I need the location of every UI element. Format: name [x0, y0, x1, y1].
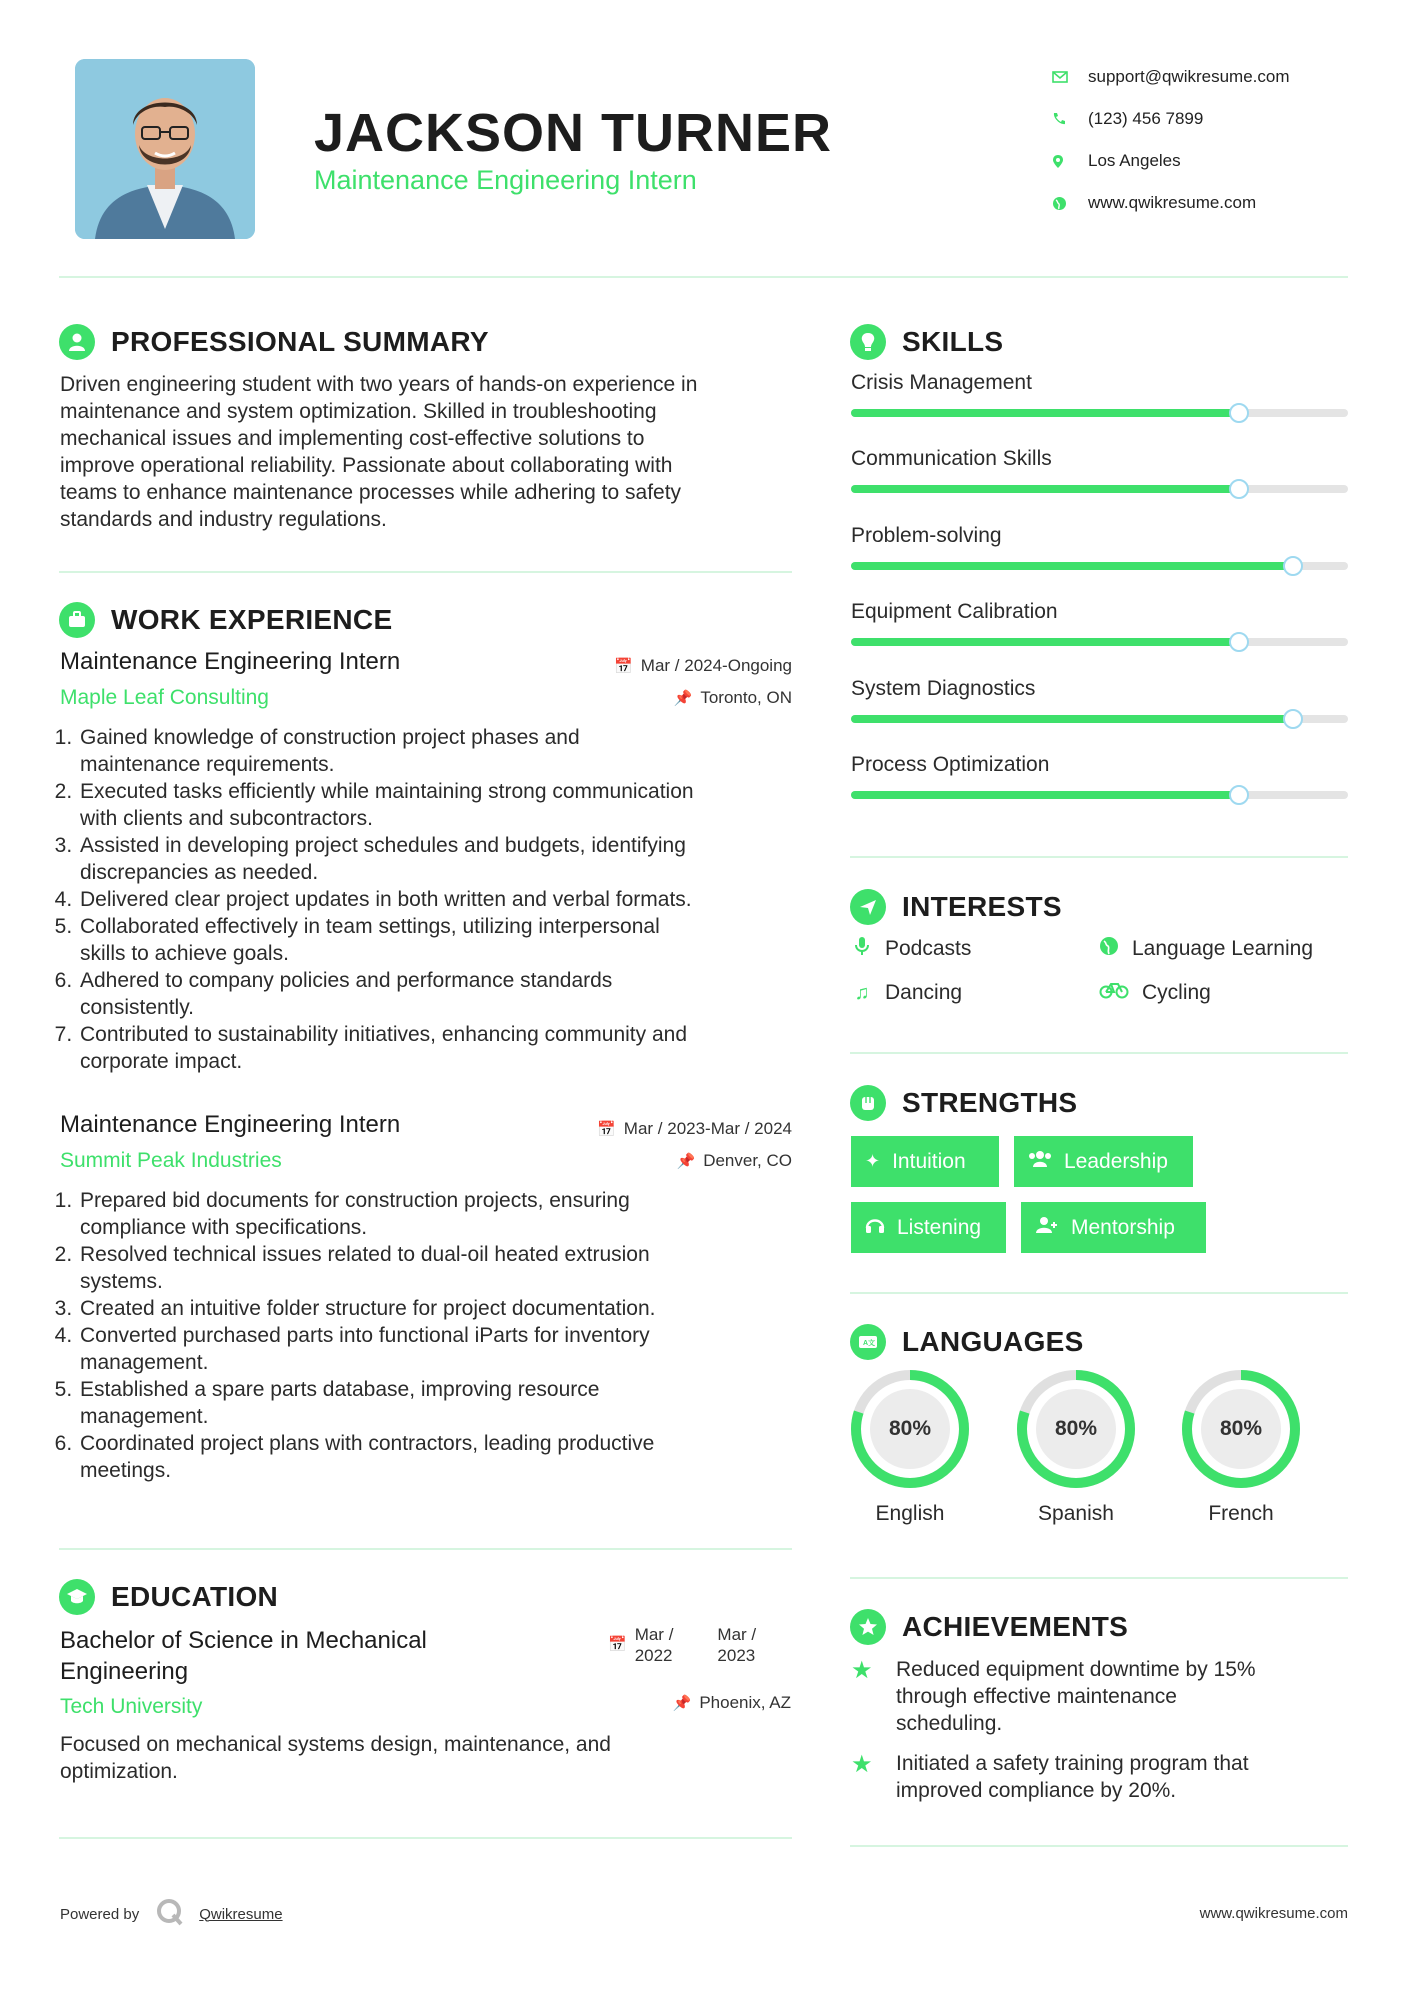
footer-powered [60, 1897, 283, 1931]
education-description [60, 1731, 760, 1785]
degree-line: Bachelor of Science in Mechanical [60, 1627, 427, 1654]
qwikresume-link[interactable]: Qwikresume [199, 1905, 283, 1923]
briefcase-icon [59, 602, 95, 638]
degree-title [60, 1625, 530, 1687]
skill-bar-fill [851, 638, 1239, 646]
summary-text [60, 371, 800, 533]
skill-bar-track [851, 562, 1348, 570]
contact-email[interactable] [1052, 56, 1352, 98]
job-company: Summit Peak Industries [60, 1149, 282, 1172]
language-item [1015, 1368, 1137, 1526]
list-item [78, 1021, 792, 1075]
duty-line: with clients and subcontractors. [80, 807, 373, 830]
job-dates [597, 1113, 792, 1145]
job-dates [614, 650, 792, 682]
end-year: 2023 [717, 1646, 756, 1665]
list-item [78, 1187, 792, 1241]
achievement-text [896, 1656, 1256, 1737]
education-dates [608, 1624, 756, 1666]
strength-label: Mentorship [1071, 1215, 1175, 1239]
skills-title: SKILLS [902, 326, 1004, 357]
achievement-item [851, 1750, 1348, 1804]
calendar-icon: 📅 [597, 1121, 616, 1138]
language-name: English [875, 1502, 945, 1525]
pushpin-icon: 📌 [673, 690, 693, 707]
phone-text: (123) 456 7899 [1088, 109, 1204, 128]
duty-line: management. [80, 1351, 209, 1374]
summary-line: improve operational reliability. Passionate about collaborating with [60, 454, 673, 477]
skill-bar-knob [1229, 785, 1249, 805]
language-percent: 80% [1219, 1417, 1263, 1440]
language-percent: 80% [888, 1417, 932, 1440]
job-location-text: Toronto, ON [700, 688, 792, 707]
work-divider [59, 1548, 792, 1550]
duty-line: maintenance requirements. [80, 753, 335, 776]
duty-line: 3. Assisted in developing project schedules and budgets, identifying [80, 834, 686, 857]
achievement-line: improved compliance by 20%. [896, 1779, 1177, 1802]
summary-heading [59, 324, 489, 360]
achievement-line: through effective maintenance [896, 1685, 1177, 1708]
footer-website[interactable]: www.qwikresume.com [1199, 1905, 1348, 1922]
magic-wand-icon: ✦ [865, 1151, 881, 1171]
summary-line: maintenance and system optimization. Skilled in troubleshooting [60, 400, 657, 423]
phone-icon [1052, 112, 1088, 126]
duty-line: 5. Collaborated effectively in team settings, utilizing interpersonal [80, 915, 660, 938]
skill-bar-fill [851, 791, 1239, 799]
strength-tag [851, 1202, 1006, 1253]
school-name: Tech University [60, 1695, 203, 1718]
interest-item [1098, 981, 1211, 1005]
skill-bar-knob [1229, 479, 1249, 499]
microphone-icon [851, 936, 873, 962]
contact-block [1052, 56, 1352, 224]
summary-title: PROFESSIONAL SUMMARY [111, 326, 489, 357]
start-month: Mar / [634, 1625, 674, 1644]
graduation-icon [59, 1579, 95, 1615]
lightbulb-icon [850, 324, 886, 360]
language-item [1180, 1368, 1302, 1526]
skill-item [851, 371, 1348, 395]
skill-name: Process Optimization [851, 753, 1050, 776]
duty-line: 3. Created an intuitive folder structure for project documentation. [80, 1297, 656, 1320]
calendar-icon: 📅 [614, 658, 633, 675]
job-location [597, 1145, 792, 1177]
strengths-title: STRENGTHS [902, 1087, 1078, 1118]
summary-line: standards and industry regulations. [60, 508, 387, 531]
strength-label: Listening [897, 1215, 982, 1239]
language-ring [1015, 1368, 1137, 1490]
star-icon: ★ [851, 1751, 873, 1778]
powered-by-text: Powered by [60, 1905, 140, 1923]
education-heading [59, 1579, 278, 1615]
duty-line: consistently. [80, 996, 194, 1019]
duty-line: systems. [80, 1270, 163, 1293]
user-icon [59, 324, 95, 360]
languages-heading [850, 1324, 1084, 1360]
achievements-divider [850, 1845, 1348, 1847]
education-desc-line: Focused on mechanical systems design, maintenance, and [60, 1733, 611, 1756]
summary-line: Driven engineering student with two years of hands-on experience in [60, 373, 698, 396]
star-icon: ★ [851, 1657, 873, 1684]
website-text: www.qwikresume.com [1088, 193, 1257, 212]
pushpin-icon: 📌 [672, 1695, 692, 1712]
achievement-text [896, 1750, 1249, 1804]
skill-bar-knob [1229, 632, 1249, 652]
interests-heading [850, 889, 1062, 925]
skill-name: System Diagnostics [851, 677, 1036, 700]
map-pin-icon [1052, 154, 1088, 169]
strength-tag [1021, 1202, 1206, 1253]
skill-name: Problem-solving [851, 524, 1002, 547]
job-location [614, 682, 792, 714]
degree-line: Engineering [60, 1658, 189, 1685]
skill-bar-track [851, 638, 1348, 646]
headphones-icon [865, 1216, 885, 1239]
education-divider [59, 1837, 792, 1839]
job-duties [60, 724, 792, 1075]
job-entry [60, 648, 792, 1075]
skill-bar-knob [1229, 403, 1249, 423]
job-title: Maintenance Engineering Intern [60, 1111, 401, 1138]
language-item [849, 1368, 971, 1526]
job-dates-text: Mar / 2024-Ongoing [640, 656, 792, 675]
interest-item [851, 936, 971, 962]
contact-phone[interactable] [1052, 98, 1352, 140]
interest-item [851, 981, 962, 1005]
summary-line: teams to enhance maintenance processes while adhering to safety [60, 481, 682, 504]
job-entry [60, 1111, 792, 1484]
skills-divider [850, 856, 1348, 858]
achievements-heading [850, 1609, 1128, 1645]
duty-line: management. [80, 1405, 209, 1428]
qwikresume-logo-icon [155, 1897, 185, 1931]
skill-name: Crisis Management [851, 371, 1032, 394]
globe-icon [1052, 196, 1088, 211]
skill-item [851, 753, 1348, 777]
list-item [78, 1295, 792, 1322]
skill-bar-track [851, 485, 1348, 493]
skill-bar-track [851, 715, 1348, 723]
candidate-name: JACKSON TURNER [314, 103, 833, 163]
skill-bar-track [851, 409, 1348, 417]
bicycle-icon [1098, 981, 1130, 1005]
profile-photo [75, 59, 255, 239]
duty-line: 2. Resolved technical issues related to dual-oil heated extrusion [80, 1243, 650, 1266]
job-dates-text: Mar / 2023-Mar / 2024 [623, 1119, 792, 1138]
strength-tag [1014, 1136, 1193, 1187]
achievement-item [851, 1656, 1348, 1737]
skill-bar-fill [851, 562, 1293, 570]
work-heading [59, 602, 392, 638]
strengths-heading [850, 1085, 1077, 1121]
interest-label: Cycling [1142, 981, 1211, 1004]
language-ring [1180, 1368, 1302, 1490]
svg-text:A文: A文 [863, 1340, 876, 1347]
education-title: EDUCATION [111, 1581, 279, 1612]
achievement-line: scheduling. [896, 1712, 1003, 1735]
skill-bar-fill [851, 485, 1239, 493]
summary-divider [59, 571, 792, 573]
job-duties [60, 1187, 792, 1484]
skill-item [851, 524, 1348, 548]
list-item [78, 832, 792, 886]
list-item [78, 886, 792, 913]
list-item [78, 1241, 792, 1295]
fist-icon [850, 1085, 886, 1121]
job-location-text: Denver, CO [703, 1151, 792, 1170]
interests-title: INTERESTS [902, 891, 1062, 922]
job-meta [597, 1113, 792, 1177]
list-item [78, 967, 792, 1021]
end-month: Mar / [717, 1625, 757, 1644]
achievement-line: Reduced equipment downtime by 15% [896, 1658, 1256, 1681]
list-item [78, 1430, 792, 1484]
location-text: Los Angeles [1088, 151, 1181, 170]
pushpin-icon: 📌 [676, 1153, 696, 1170]
list-item [78, 778, 792, 832]
duty-line: 6. Adhered to company policies and performance standards [80, 969, 613, 992]
interest-item [1098, 936, 1313, 962]
education-desc-line: optimization. [60, 1760, 178, 1783]
skill-bar-track [851, 791, 1348, 799]
users-icon [1028, 1150, 1052, 1173]
skill-item [851, 447, 1348, 471]
duty-line: 4. Delivered clear project updates in both written and verbal formats. [80, 888, 692, 911]
duty-line: corporate impact. [80, 1050, 243, 1073]
interest-label: Podcasts [885, 937, 972, 960]
strength-label: Leadership [1064, 1149, 1168, 1173]
duty-line: compliance with specifications. [80, 1216, 368, 1239]
duty-line: discrepancies as needed. [80, 861, 319, 884]
strength-tag [851, 1136, 999, 1187]
music-note-icon: ♫ [854, 981, 870, 1004]
language-percent: 80% [1054, 1417, 1098, 1440]
duty-line: 6. Coordinated project plans with contractors, leading productive [80, 1432, 655, 1455]
language-name: Spanish [1038, 1502, 1114, 1525]
education-location-text: Phoenix, AZ [699, 1693, 791, 1712]
contact-location [1052, 140, 1352, 182]
candidate-role: Maintenance Engineering Intern [314, 165, 697, 195]
start-year: 2022 [634, 1646, 673, 1665]
skill-item [851, 677, 1348, 701]
calendar-icon: 📅 [608, 1636, 627, 1653]
job-meta [614, 650, 792, 714]
globe-icon [1098, 936, 1120, 962]
interests-divider [850, 1052, 1348, 1054]
duty-line: 5. Established a spare parts database, improving resource [80, 1378, 600, 1401]
strengths-divider [850, 1292, 1348, 1294]
skill-bar-knob [1283, 709, 1303, 729]
duty-line: 1. Prepared bid documents for construction projects, ensuring [80, 1189, 630, 1212]
skill-bar-knob [1283, 556, 1303, 576]
list-item [78, 1376, 792, 1430]
user-plus-icon [1035, 1216, 1059, 1239]
education-end [717, 1624, 756, 1666]
summary-line: mechanical issues and implementing cost-effective solutions to [60, 427, 645, 450]
duty-line: 1. Gained knowledge of construction project phases and [80, 726, 580, 749]
strength-label: Intuition [892, 1149, 966, 1173]
duty-line: skills to achieve goals. [80, 942, 289, 965]
skill-name: Equipment Calibration [851, 600, 1058, 623]
list-item [78, 913, 792, 967]
skills-heading [850, 324, 1003, 360]
skill-name: Communication Skills [851, 447, 1052, 470]
duty-line: meetings. [80, 1459, 172, 1482]
envelope-icon [1052, 71, 1088, 83]
languages-title: LANGUAGES [902, 1326, 1084, 1357]
contact-website[interactable] [1052, 182, 1352, 224]
interest-label: Dancing [885, 981, 963, 1004]
paper-plane-icon [850, 889, 886, 925]
education-start [635, 1624, 674, 1666]
star-badge-icon [850, 1609, 886, 1645]
email-text: support@qwikresume.com [1088, 67, 1290, 86]
languages-divider [850, 1577, 1348, 1579]
duty-line: 4. Converted purchased parts into functional iParts for inventory [80, 1324, 650, 1347]
duty-line: 7. Contributed to sustainability initiatives, enhancing community and [80, 1023, 688, 1046]
skill-bar-fill [851, 409, 1239, 417]
job-company: Maple Leaf Consulting [60, 686, 269, 709]
header-divider [59, 276, 1348, 278]
job-title: Maintenance Engineering Intern [60, 648, 401, 675]
achievements-title: ACHIEVEMENTS [902, 1611, 1129, 1642]
list-item [78, 724, 792, 778]
language-name: French [1208, 1502, 1274, 1525]
list-item [78, 1322, 792, 1376]
achievement-line: Initiated a safety training program that [896, 1752, 1249, 1775]
duty-line: 2. Executed tasks efficiently while maintaining strong communication [80, 780, 694, 803]
work-title: WORK EXPERIENCE [111, 604, 393, 635]
interest-label: Language Learning [1132, 937, 1314, 960]
education-location [673, 1693, 791, 1713]
skill-bar-fill [851, 715, 1293, 723]
skill-item [851, 600, 1348, 624]
language-ring [849, 1368, 971, 1490]
language-card-icon [850, 1324, 886, 1360]
